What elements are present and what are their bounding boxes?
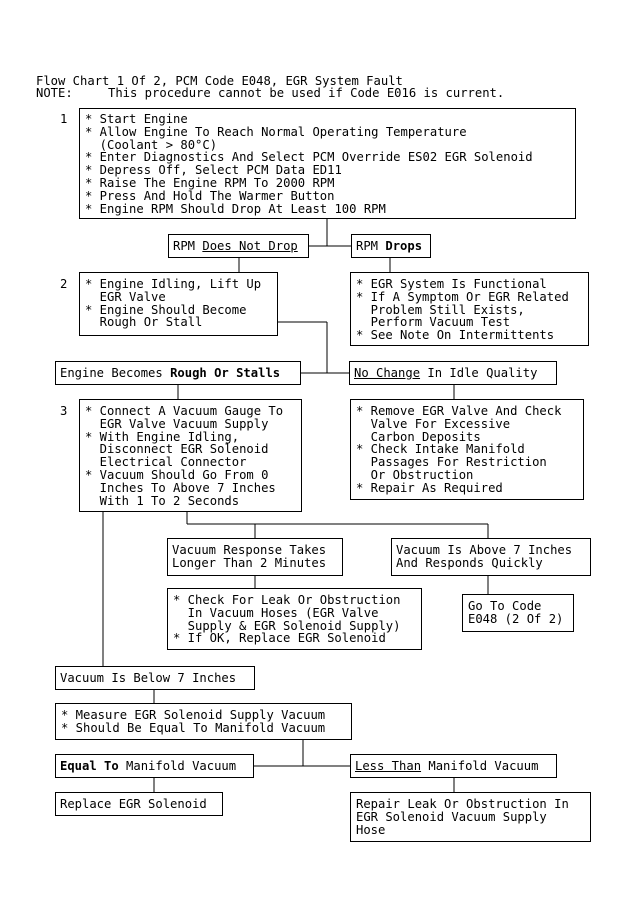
step-1-line: * Start Engine [85, 112, 188, 126]
step-1-line: * Enter Diagnostics And Select PCM Override ES02 EGR Solenoid [85, 150, 533, 165]
egr-functional-box [350, 272, 589, 346]
vacuum-above-line: And Responds Quickly [396, 555, 543, 570]
step-1-line: * Allow Engine To Reach Normal Operating Temperature [85, 124, 467, 139]
step-3-line: Electrical Connector [85, 455, 247, 470]
remove-egr-line: * Check Intake Manifold [356, 442, 525, 457]
less-than-label: Less Than [355, 759, 422, 773]
flowchart-title: Flow Chart 1 Of 2, PCM Code E048, EGR System Fault [36, 74, 403, 88]
rpm-drops-label: Drops [385, 239, 423, 253]
step-1-number: 1 [60, 112, 68, 126]
rpm-does-not-drop-box [168, 234, 309, 258]
check-leak-line: Supply & EGR Solenoid Supply) [173, 618, 401, 633]
measure-line: * Measure EGR Solenoid Supply Vacuum [61, 708, 326, 722]
rpm-prefix: RPM [173, 239, 203, 253]
equal-to-label: Equal To [60, 759, 119, 773]
step-1-line: * Depress Off, Select PCM Data ED11 [85, 163, 342, 178]
check-leak-line: * If OK, Replace EGR Solenoid [173, 631, 386, 646]
replace-solenoid-label: Replace EGR Solenoid [60, 797, 207, 811]
vacuum-below-label: Vacuum Is Below 7 Inches [60, 671, 237, 685]
step-2-box [79, 272, 278, 336]
rough-prefix: Engine Becomes [60, 366, 171, 380]
step-3-line: * With Engine Idling, [85, 429, 240, 444]
step-2-line: Rough Or Stall [85, 315, 203, 330]
equal-to-box [55, 754, 254, 778]
vacuum-above-line: Vacuum Is Above 7 Inches [396, 543, 573, 557]
less-than-suffix: Manifold Vacuum [421, 759, 539, 773]
check-leak-line: In Vacuum Hoses (EGR Valve [173, 605, 379, 620]
remove-egr-line: Or Obstruction [356, 467, 474, 482]
vacuum-longer-line: Vacuum Response Takes [172, 543, 327, 557]
step-1-line: * Raise The Engine RPM To 2000 RPM [85, 175, 335, 190]
step-2-number: 2 [60, 277, 68, 291]
remove-egr-line: * Remove EGR Valve And Check [356, 404, 562, 418]
no-change-label: No Change [354, 366, 421, 380]
step-3-number: 3 [60, 404, 68, 418]
step-2-line: EGR Valve [85, 289, 166, 304]
remove-egr-valve-box [350, 399, 584, 500]
step-3-line: With 1 To 2 Seconds [85, 493, 240, 508]
step-3-line: Disconnect EGR Solenoid [85, 442, 269, 457]
goto-code-box [462, 594, 574, 632]
measure-line: * Should Be Equal To Manifold Vacuum [61, 720, 326, 735]
step-3-line: Inches To Above 7 Inches [85, 480, 276, 495]
rpm-drops-box [351, 234, 431, 258]
no-change-suffix: In Idle Quality [420, 366, 538, 380]
vacuum-longer-box [167, 538, 343, 576]
repair-leak-line: EGR Solenoid Vacuum Supply [356, 809, 547, 824]
rough-or-stalls-label: Rough Or Stalls [170, 366, 281, 380]
step-3-line: EGR Valve Vacuum Supply [85, 416, 269, 431]
remove-egr-line: Carbon Deposits [356, 429, 481, 444]
step-3-line: * Vacuum Should Go From 0 [85, 467, 269, 482]
step-2-line: * Engine Should Become [85, 302, 247, 317]
repair-leak-box [350, 792, 591, 842]
repair-leak-line: Repair Leak Or Obstruction In [356, 797, 569, 811]
remove-egr-line: * Repair As Required [356, 480, 503, 495]
vacuum-above-box [391, 538, 591, 576]
egr-functional-line: * EGR System Is Functional [356, 277, 547, 291]
goto-code-line: Go To Code [468, 599, 542, 613]
vacuum-below-box [55, 666, 255, 690]
vacuum-longer-line: Longer Than 2 Minutes [172, 555, 327, 570]
goto-code-line: E048 (2 Of 2) [468, 611, 564, 626]
no-change-box [349, 361, 557, 385]
note-text: This procedure cannot be used if Code E016 is current. [108, 86, 505, 100]
repair-leak-line: Hose [356, 822, 386, 837]
step-3-line: * Connect A Vacuum Gauge To [85, 404, 284, 418]
step-1-box [79, 108, 576, 219]
egr-functional-line: * If A Symptom Or EGR Related [356, 289, 569, 304]
step-1-line: * Engine RPM Should Drop At Least 100 RPM [85, 201, 386, 216]
rpm-does-not-drop-label: Does Not Drop [202, 239, 298, 253]
note-label: NOTE: [36, 86, 73, 100]
measure-box [55, 703, 352, 740]
rpm-prefix: RPM [356, 239, 386, 253]
remove-egr-line: Valve For Excessive [356, 416, 511, 431]
step-1-line: * Press And Hold The Warmer Button [85, 188, 335, 203]
less-than-box [350, 754, 557, 778]
egr-functional-line: Perform Vacuum Test [356, 315, 511, 330]
replace-solenoid-box [55, 792, 223, 816]
remove-egr-line: Passages For Restriction [356, 455, 547, 470]
equal-to-suffix: Manifold Vacuum [118, 759, 237, 773]
rough-or-stalls-box [55, 361, 301, 385]
egr-functional-line: * See Note On Intermittents [356, 328, 555, 343]
egr-functional-line: Problem Still Exists, [356, 302, 525, 317]
step-3-box [79, 399, 302, 512]
step-1-line: (Coolant > 80°C) [85, 137, 218, 152]
check-leak-line: * Check For Leak Or Obstruction [173, 593, 401, 607]
step-2-line: * Engine Idling, Lift Up [85, 277, 262, 291]
check-leak-box [167, 588, 422, 650]
